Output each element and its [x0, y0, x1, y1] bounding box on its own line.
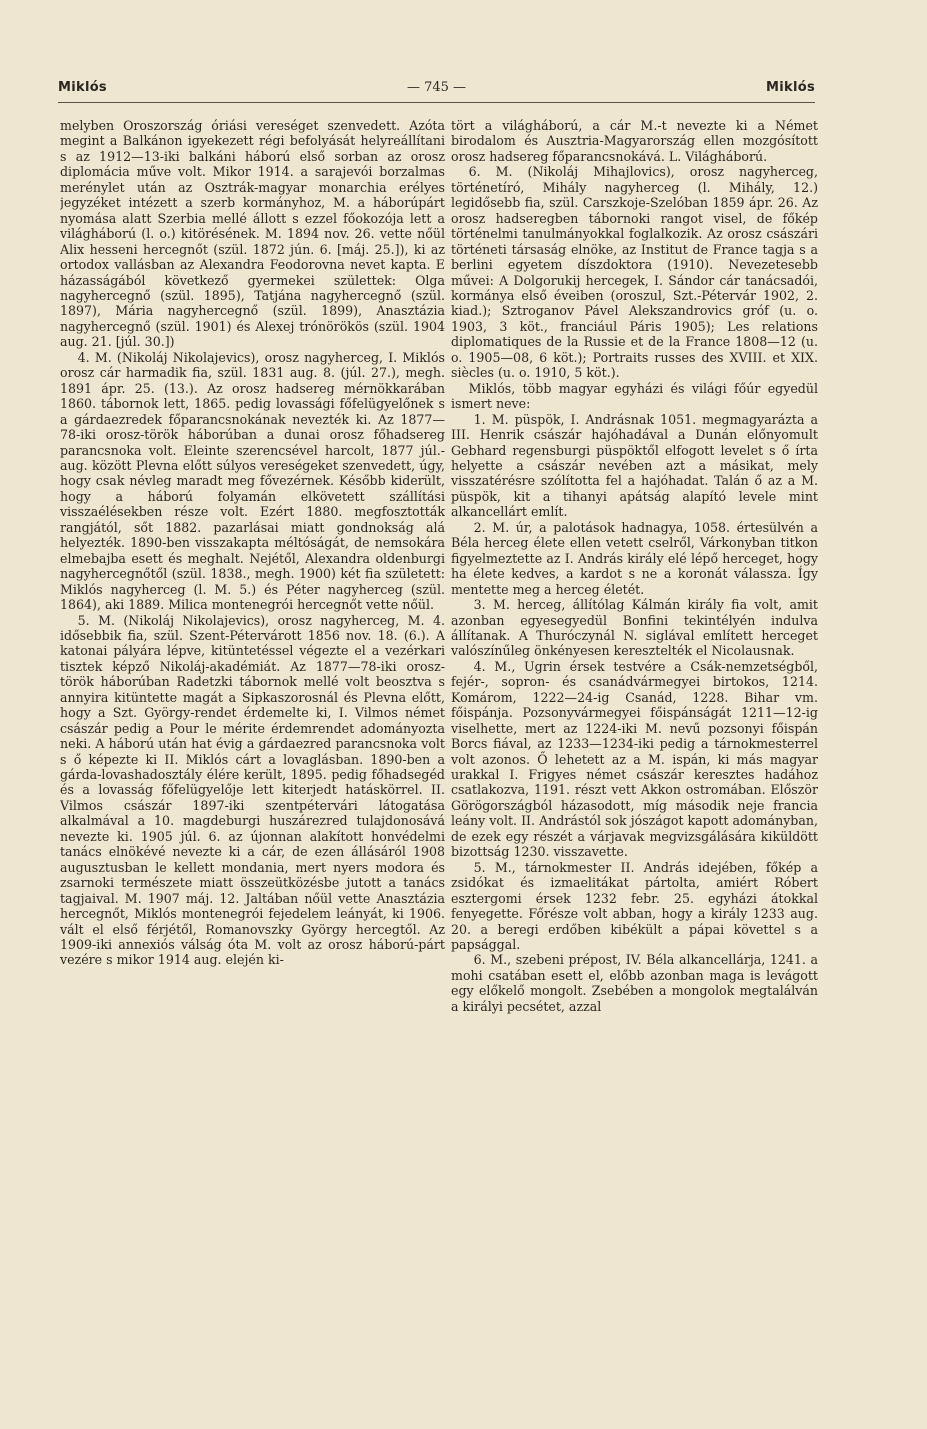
entry-paragraph: tört a világháború, a cár M.-t nevezte ki a Német birodalom és Ausztria-Magyarország ellen mozgósított orosz hadsereg főparancsnokává. L. Világháború. — [451, 118, 818, 164]
entry-paragraph: 3. M. herceg, állítólag Kálmán király fia volt, amit azonban egyesegyedül Bonfini tekintélyén indulva állítanak. A Thuróczynál N. siglával említett herceget valószínűleg önkényesen keresztelték el Nicolausnak. — [451, 597, 818, 659]
entry-paragraph: 6. M. (Nikoláj Mihajlovics), orosz nagyherceg, történetíró, Mihály nagyherceg (l. Mihály, 12.) legidősebb fia, szül. Carszkoje-Szelóban 1859 ápr. 26. Az orosz hadseregben tábornoki rangot visel, de főkép történelmi tanulmányokkal foglalkozik. Az orosz császári történeti társaság elnöke, az Institut de France tagja s a berlini egyetem díszdoktora (1910). Nevezetesebb művei: A Dolgorukij hercegek, I. Sándor cár tanácsadói, kormánya első éveiben (oroszul, Szt.-Pétervár 1902, 2. kiad.); Sztroganov Pável Alekszandrovics gróf (u. o. 1903, 3 köt., franciául Páris 1905); Les relations diplomatiques de la Russie et de la France 1808—12 (u. o. 1905—08, 6 köt.); Portraits russes des XVIII. et XIX. siècles (u. o. 1910, 5 köt.). — [451, 164, 818, 381]
entry-paragraph: 6. M., szebeni prépost, IV. Béla alkancellárja, 1241. a mohi csatában esett el, előbb azonban maga is levágott egy előkelő mongolt. Zsebében a mongolok megtalálván a királyi pecsétet, azzal — [451, 952, 818, 1014]
header-left-keyword: Miklós — [58, 80, 107, 95]
page-number: — 745 — — [406, 80, 467, 95]
running-header — [58, 80, 815, 102]
left-column — [60, 118, 445, 1408]
header-divider — [58, 102, 815, 103]
entry-paragraph: 4. M. (Nikoláj Nikolajevics), orosz nagyherceg, I. Miklós orosz cár harmadik fia, szül. 1831 aug. 8. (júl. 27.), megh. 1891 ápr. 25. (13.). Az orosz hadsereg mérnökkarában 1860. tábornok lett, 1865. pedig lovassági főfelügyelőnek s a gárdaezredek főparancsnokának nevezték ki. Az 1877—78-iki orosz-török háborúban a dunai orosz főhadsereg parancsnoka volt. Eleinte szerencsével harcolt, 1877 júl.-aug. között Plevna előtt súlyos vereségeket szenvedett, úgy, hogy csak névleg maradt meg fővezérnek. Később kiderült, hogy a háború folyamán elkövetett szállítási visszaélésekben része volt. Ezért 1880. megfosztották rangjától, sőt 1882. pazarlásai miatt gondnokság alá helyezték. 1890-ben visszakapta méltóságát, de nemsokára elmebajba esett és meghalt. Nejétől, Alexandra oldenburgi nagyhercegnőtől (szül. 1838., megh. 1900) két fia született: Miklós nagyherceg (l. M. 5.) és Péter nagyherceg (szül. 1864), aki 1889. Milica montenegrói hercegnőt vette nőül. — [60, 349, 445, 613]
entry-paragraph: melyben Oroszország óriási vereséget szenvedett. Azóta megint a Balkánon igyekezett régi befolyását helyreállítani s az 1912—13-iki balkáni háború első sorban az orosz diplomácia műve volt. Mikor 1914. a sarajevói borzalmas merénylet után az Osztrák-magyar monarchia erélyes jegyzéket intézett a szerb kormányhoz, M. a háborúpárt nyomása alatt Szerbia mellé állott s ezzel főokozója lett a világháború (l. o.) kitörésének. M. 1894 nov. 26. vette nőül Alix hesseni hercegnőt (szül. 1872 jún. 6. [máj. 25.]), ki az ortodox vallásban az Alexandra Feodorovna nevet kapta. E házasságából következő gyermekei születtek: Olga nagyhercegnő (szül. 1895), Tatjána nagyhercegnő (szül. 1897), Mária nagyhercegnő (szül. 1899), Anasztázia nagyhercegnő (szül. 1901) és Alexej trónörökös (szül. 1904 aug. 21. [júl. 30.]) — [60, 118, 445, 350]
entry-paragraph: 4. M., Ugrin érsek testvére a Csák-nemzetségből, fejér-, sopron- és csanádvármegyei birtokos, 1214. Komárom, 1222—24-ig Csanád, 1228. Bihar vm. főispánja. Pozsonyvármegyei főispánságát 1211—12-ig viselhette, mert az 1224-iki M. nevű pozsonyi főispán Borcs fiával, az 1233—1234-iki pedig a tárnokmesterrel volt azonos. Ő lehetett az a M. ispán, ki más magyar urakkal I. Frigyes német császár keresztes hadához csatlakozva, 1191. részt vett Akkon ostromában. Először Görögországból házasodott, míg második neje francia leány volt. II. Andrástól sok jószágot kapott adományban, de ezek egy részét a várjavak megvizsgálására kiküldött bizottság 1230. visszavette. — [451, 658, 818, 860]
right-column — [451, 118, 818, 1408]
entry-paragraph: 2. M. úr, a palotások hadnagya, 1058. értesülvén a Béla herceg élete ellen vetett cselről, Várkonyban titkon figyelmeztette az I. András király elé lépő herceget, hogy ha élete kedves, a kardot s ne a koronát válassza. Így mentette meg a herceg életét. — [451, 519, 818, 597]
entry-paragraph: 1. M. püspök, I. Andrásnak 1051. megmagyarázta a III. Henrik császár hajóhadával a Dunán előnyomult Gebhard regensburgi püspöktől elfogott levelet s ő írta helyette a császár nevében azt a másikat, mely visszatérésre szólította fel a hajóhadat. Talán ő az a M. püspök, kit a tihanyi apátság alapító levele mint alkancellárt említ. — [451, 411, 818, 520]
entry-headword-paragraph: Miklós, több magyar egyházi és világi főúr egyedül ismert neve: — [451, 380, 818, 412]
header-right-keyword: Miklós — [766, 80, 815, 95]
entry-paragraph: 5. M., tárnokmester II. András idejében, főkép a zsidókat és izmaelitákat pártolta, amiért Róbert esztergomi érsek 1232 febr. 25. egyházi átokkal fenyegette. Főrésze volt abban, hogy a király 1233 aug. 20. a beregi erdőben kibékült a pápai követtel s a papsággal. — [451, 859, 818, 953]
entry-paragraph: 5. M. (Nikoláj Nikolajevics), orosz nagyherceg, M. 4. idősebbik fia, szül. Szent-Pétervárott 1856 nov. 18. (6.). A katonai pályára lépve, kitüntetéssel végezte el a vezérkari tisztek képző Nikoláj-akadémiát. Az 1877—78-iki orosz-török háborúban Radetzki tábornok mellé volt beosztva s annyira kitüntette magát a Sipkaszorosnál és Plevna előtt, hogy a Szt. György-rendet érdemelte ki, I. Vilmos német császár pedig a Pour le mérite érdemrendet adományozta neki. A háború után hat évig a gárdaezred parancsnoka volt s ő képezte ki II. Miklós cárt a lovaglásban. 1890-ben a gárda-lovashadosztály élére került, 1895. pedig főhadsegéd és a lovasság főfelügyelője lett kiterjedt hatáskörrel. II. Vilmos császár 1897-iki szentpétervári látogatása alkalmával a 10. magdeburgi huszárezred tulajdonosává nevezte ki. 1905 júl. 6. az újonnan alakított honvédelmi tanács elnökévé nevezte ki a cár, de ezen állásáról 1908 augusztusban le kellett mondania, mert nyers modora és zsarnoki természete miatt összeütközésbe jutott a tanács tagjaival. M. 1907 máj. 12. Jaltában nőül vette Anasztázia hercegnőt, Miklós montenegrói fejedelem leányát, ki 1906. vált el első férjétől, Romanovszky György hercegtől. Az 1909-iki annexiós válság óta M. volt az orosz háború-párt vezére s mikor 1914 aug. elején ki- — [60, 612, 445, 968]
